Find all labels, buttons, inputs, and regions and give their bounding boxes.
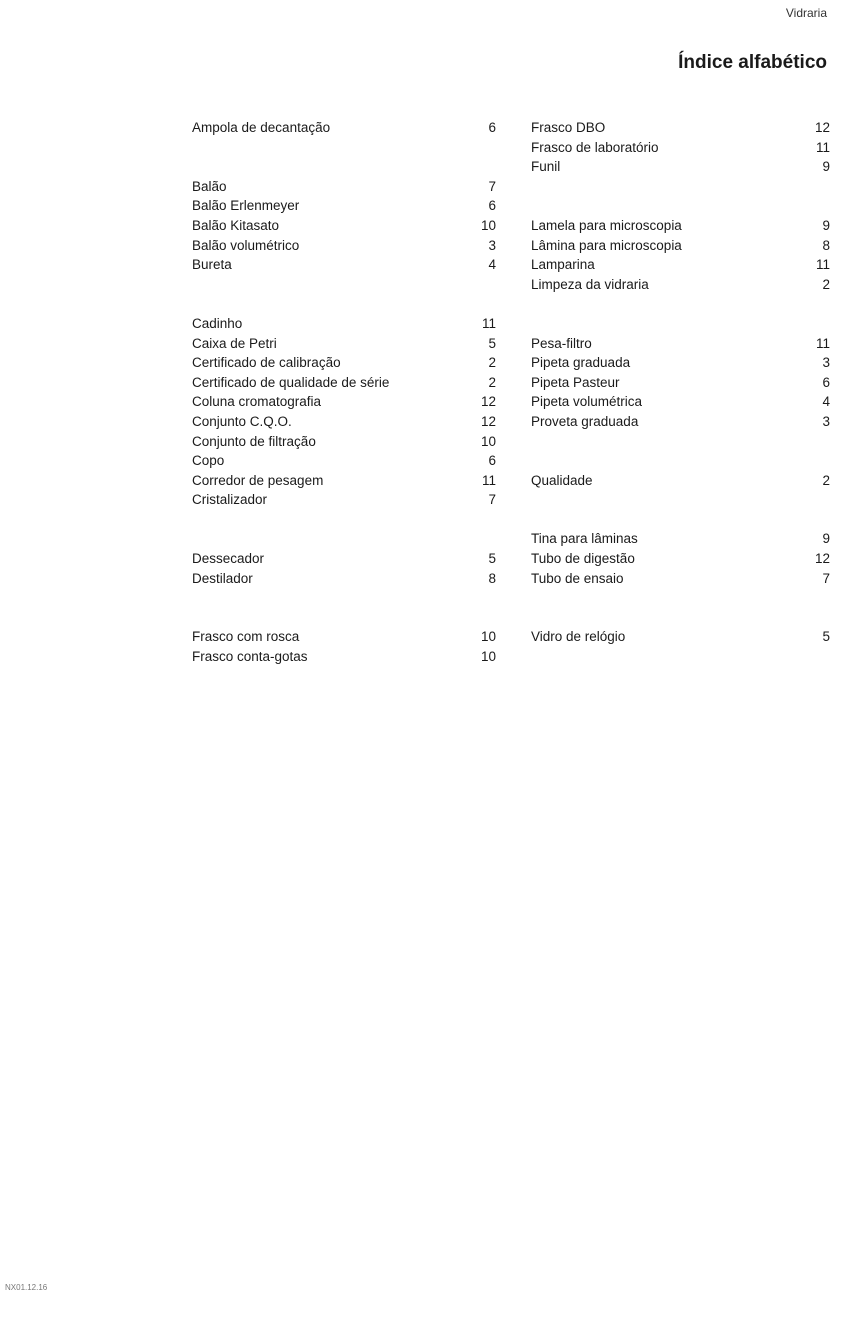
index-term: Frasco com rosca — [192, 629, 300, 645]
index-page-number: 6 — [488, 120, 496, 135]
index-term: Tubo de digestão — [531, 551, 635, 567]
footer-code: NX01.12.16 — [5, 1283, 48, 1292]
index-page-number: 8 — [822, 237, 830, 253]
index-page-number: 2 — [822, 276, 830, 292]
index-term: Conjunto de filtração — [192, 433, 316, 449]
index-entry — [192, 236, 496, 256]
index-entry — [192, 334, 496, 354]
index-page-number: 6 — [488, 198, 496, 214]
index-page-number: 12 — [480, 394, 496, 410]
index-entry — [192, 412, 496, 432]
index-entry — [531, 353, 830, 373]
index-term: Bureta — [192, 257, 232, 273]
index-term: Conjunto C.Q.O. — [192, 413, 292, 429]
index-entry — [531, 118, 830, 138]
index-entry — [192, 549, 496, 569]
index-page-number: 6 — [488, 453, 496, 469]
index-entry — [192, 647, 496, 667]
index-term: Tina para lâminas — [531, 531, 638, 547]
index-page-number: 12 — [814, 120, 830, 135]
index-term: Dessecador — [192, 551, 265, 567]
index-term: Lamparina — [531, 257, 595, 273]
index-entry — [531, 412, 830, 432]
index-entry — [531, 236, 830, 256]
index-term: Balão Erlenmeyer — [192, 198, 300, 214]
index-entry — [192, 471, 496, 491]
index-entry — [531, 529, 830, 549]
index-page-number: 6 — [822, 374, 830, 390]
index-term: Coluna cromatografia — [192, 394, 322, 410]
index-page-number: 9 — [822, 159, 830, 175]
index-page-number: 9 — [822, 217, 830, 233]
index-term: Copo — [192, 453, 225, 469]
index-page-number: 12 — [814, 551, 830, 567]
index-term: Pipeta graduada — [531, 355, 631, 371]
index-entry — [531, 627, 830, 647]
index-entry — [531, 569, 830, 589]
index-term: Balão volumétrico — [192, 237, 300, 253]
index-term: Limpeza da vidraria — [531, 276, 649, 292]
page-title: Índice alfabético — [678, 52, 827, 73]
index-entry — [531, 334, 830, 354]
index-entry — [192, 392, 496, 412]
index-page-number: 5 — [488, 551, 496, 567]
index-term: Lamela para microscopia — [531, 217, 682, 233]
index-term: Proveta graduada — [531, 413, 639, 429]
index-term: Certificado de qualidade de série — [192, 374, 390, 390]
index-term: Cadinho — [192, 315, 243, 331]
index-term: Pipeta Pasteur — [531, 374, 620, 390]
index-entry — [192, 432, 496, 452]
index-page-number: 11 — [481, 472, 496, 488]
index-page-number: 2 — [488, 374, 496, 390]
index-term: Certificado de calibração — [192, 355, 341, 371]
index-page-number: 11 — [815, 257, 830, 273]
index-page-number: 10 — [480, 433, 496, 449]
index-term: Funil — [531, 159, 561, 175]
index-page-number: 5 — [822, 629, 830, 645]
index-entry — [192, 451, 496, 471]
index-page-number: 12 — [480, 413, 496, 429]
index-term: Caixa de Petri — [192, 335, 277, 351]
index-page-number: 9 — [822, 531, 830, 547]
index-page-number: 10 — [480, 629, 496, 645]
index-entry — [531, 255, 830, 275]
index-term: Frasco de laboratório — [531, 139, 659, 155]
index-page-number: 7 — [488, 178, 496, 194]
index-page-number: 11 — [815, 139, 830, 155]
index-entry — [192, 627, 496, 647]
index-page-number: 10 — [480, 649, 496, 665]
index-entry — [192, 118, 496, 138]
index-term: Pipeta volumétrica — [531, 394, 643, 410]
index-term: Corredor de pesagem — [192, 472, 324, 488]
index-entry — [192, 216, 496, 236]
index-page-number: 4 — [822, 394, 830, 410]
index-entry — [192, 196, 496, 216]
index-page-number: 11 — [815, 335, 830, 351]
index-term: Lâmina para microscopia — [531, 237, 682, 253]
index-column-right — [531, 118, 830, 647]
index-term: Destilador — [192, 570, 253, 586]
index-term: Balão Kitasato — [192, 217, 280, 233]
index-entry — [192, 255, 496, 275]
index-entry — [192, 569, 496, 589]
index-entry — [192, 314, 496, 334]
index-entry — [531, 392, 830, 412]
index-page-number: 2 — [822, 472, 830, 488]
index-term: Qualidade — [531, 472, 593, 488]
index-term: Ampola de decantação — [192, 120, 331, 135]
index-page-number: 7 — [822, 570, 830, 586]
index-entry — [531, 373, 830, 393]
index-term: Frasco DBO — [531, 120, 606, 135]
index-entry — [531, 157, 830, 177]
running-header: Vidraria — [785, 6, 827, 20]
index-page-number: 5 — [488, 335, 496, 351]
index-entry — [192, 177, 496, 197]
index-page-number: 7 — [488, 492, 496, 508]
index-term: Tubo de ensaio — [531, 570, 624, 586]
index-page-number: 10 — [480, 217, 496, 233]
index-page-number: 8 — [488, 570, 496, 586]
index-entry — [192, 490, 496, 510]
index-page-number: 3 — [488, 237, 496, 253]
index-page-number: 3 — [822, 413, 830, 429]
index-entry — [531, 549, 830, 569]
index-term: Balão — [192, 178, 227, 194]
index-entry — [531, 471, 830, 491]
index-column-left — [192, 118, 496, 667]
index-entry — [192, 353, 496, 373]
index-term: Frasco conta-gotas — [192, 649, 308, 665]
index-page-number: 3 — [822, 355, 830, 371]
index-entry — [531, 275, 830, 295]
index-term: Pesa-filtro — [531, 335, 592, 351]
index-page-number: 4 — [488, 257, 496, 273]
index-term: Vidro de relógio — [531, 629, 626, 645]
index-entry — [531, 216, 830, 236]
index-entry — [192, 373, 496, 393]
index-page-number: 11 — [481, 315, 496, 331]
index-entry — [531, 138, 830, 158]
index-term: Cristalizador — [192, 492, 268, 508]
index-page-number: 2 — [488, 355, 496, 371]
